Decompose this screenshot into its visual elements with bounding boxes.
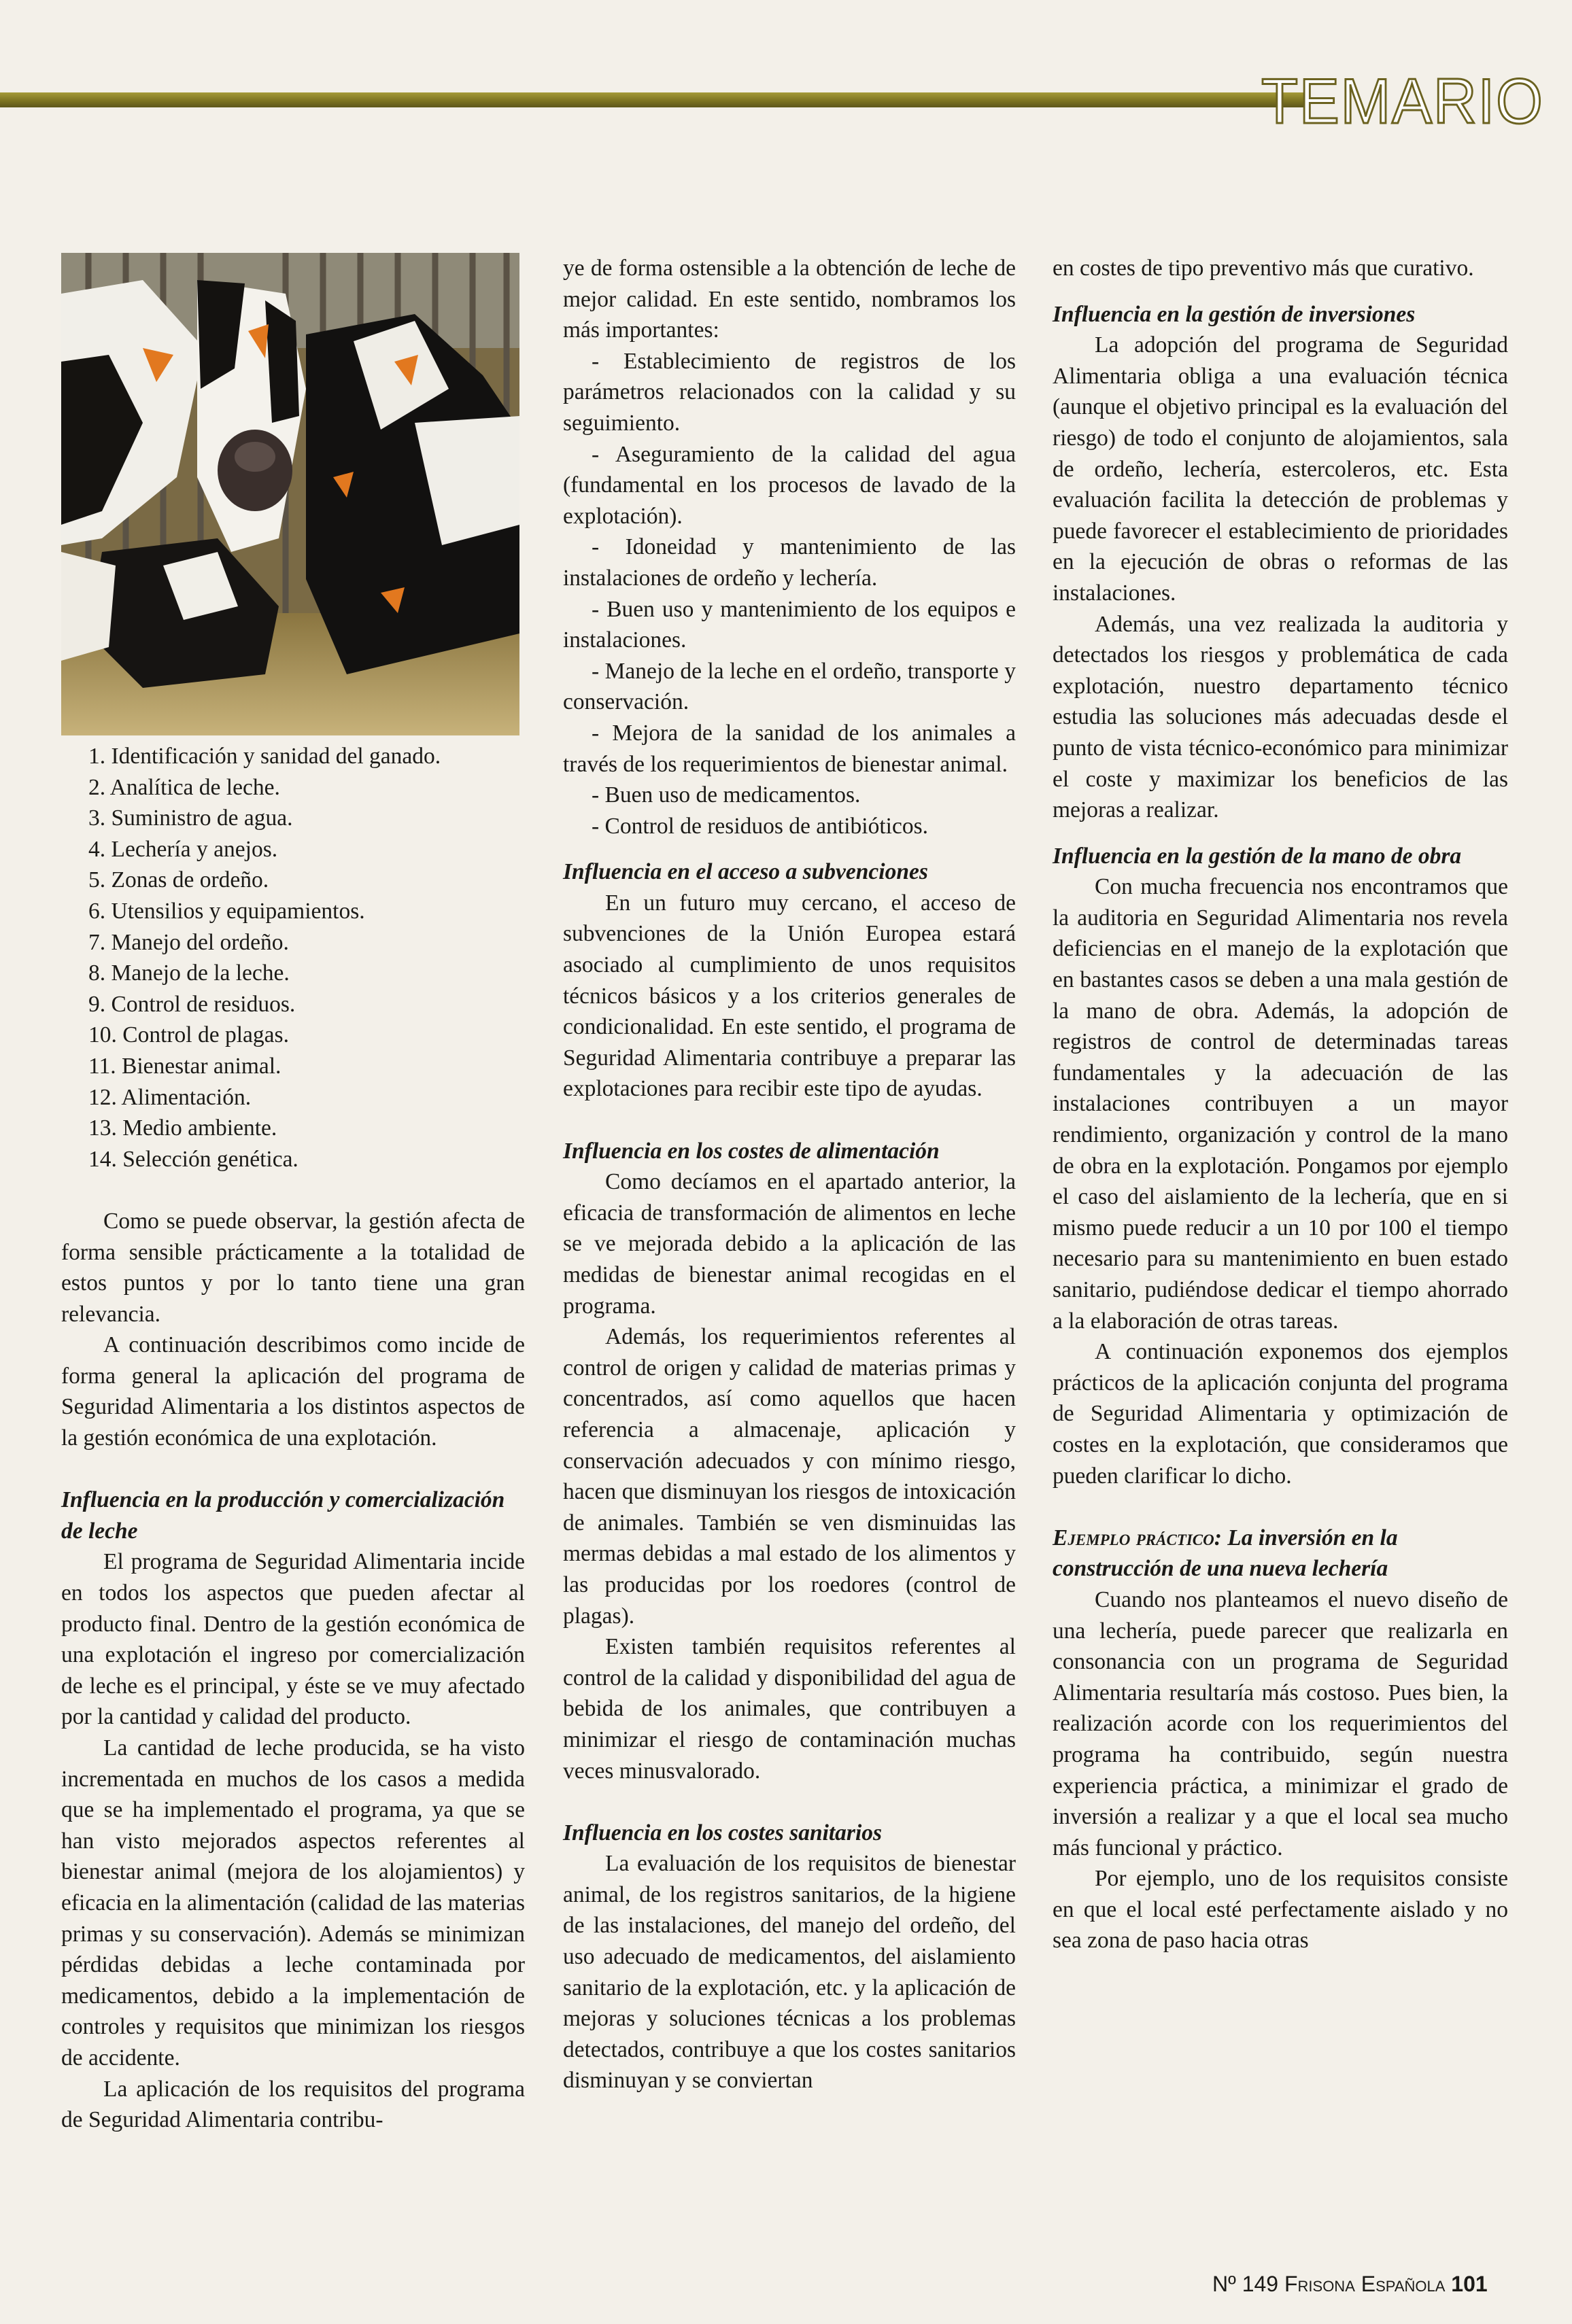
bullet-item: - Buen uso de medicamentos. [592,782,861,808]
bullet-item: - Aseguramiento de la calidad del agua (fundamental en los procesos de lavado de la explotación). [563,441,1016,529]
bullet-item: - Control de residuos de antibióticos. [592,813,928,839]
paragraph: Además, los requerimientos referentes al control de origen y calidad de materias primas y concentrados, así como aquellos que hacen referencia a almacenaje, aplicación y conservación adecuados y con mínimo riesgo, hacen que disminuyan los riesgos de intoxicación de animales. También se ven disminuidas las mermas debidas a mal estado de los alimentos y las producidas por los roedores (control de plagas). [563,1324,1016,1629]
section-heading: Influencia en la producción y comercialización de leche [61,1487,505,1544]
list-item: 5. Zonas de ordeño. [88,867,269,893]
list-item: 7. Manejo del ordeño. [88,929,289,955]
issue-number: Nº 149 [1212,2272,1279,2296]
paragraph: La evaluación de los requisitos de bienestar animal, de los registros sanitarios, de la higiene de las instalaciones, del manejo del ordeño, del uso adecuado de medicamentos, del aislamiento sanitario de la explotación, etc. y la aplicación de mejoras y soluciones técnicas a los problemas detectados, contribuye a que los costes sanitarios disminuyan y se conviertan [563,1851,1016,2094]
paragraph: A continuación exponemos dos ejemplos prácticos de la aplicación conjunta del programa de Seguridad Alimentaria y optimización de costes en la explotación, que consideramos que pueden clarificar lo dicho. [1053,1339,1508,1489]
example-title: La inversión en la construcción de una nueva lechería [1053,1525,1398,1582]
list-item: 1. Identificación y sanidad del ganado. [88,744,441,769]
list-item: 14. Selección genética. [88,1146,298,1172]
paragraph: en costes de tipo preventivo más que curativo. [1053,256,1474,281]
list-item: 10. Control de plagas. [88,1022,289,1048]
column-3 [1053,253,1508,1956]
paragraph: Con mucha frecuencia nos encontramos que la auditoria en Seguridad Alimentaria nos revela deficiencias en el manejo de la explotación que en bastantes casos se deben a una mala gestión de la mano de obra. Además, la adopción de registros de control de determinadas tareas fundamentales y la adecuación de las instalaciones contribuyen a un mayor rendimiento, organización y control de la mano de obra en la explotación. Pongamos por ejemplo el caso del aislamiento de la lechería, que en si mismo puede reducir a un 10 por 100 el tiempo necesario para su mantenimiento en buen estado sanitario, pudiéndose dedicar el tiempo ahorrado a la elaboración de otras tareas. [1053,874,1508,1334]
paragraph: ye de forma ostensible a la obtención de leche de mejor calidad. En este sentido, nombramos los más importantes: [563,256,1016,343]
list-item: 3. Suministro de agua. [88,805,293,831]
example-heading [1053,1523,1508,1584]
paragraph: Existen también requisitos referentes al control de la calidad y disponibilidad del agua de bebida de los animales, que contribuyen a minimizar el riesgo de contaminación muchas veces minusvalorado. [563,1634,1016,1784]
list-item: 6. Utensilios y equipamientos. [88,898,365,924]
section-heading: Influencia en los costes de alimentación [563,1138,940,1164]
cows-photo [61,253,519,735]
paragraph: La cantidad de leche producida, se ha visto incrementada en muchos de los casos a medida que se ha implementado el programa, ya que se han visto mejorados aspectos referentes al bienestar animal (mejora de los alojamientos) y eficacia en la alimentación (calidad de las materias primas y su conservación). Además se minimizan pérdidas debidas a leche contaminada por medicamentos, debido a la implementación de controles y requisitos que minimizan los riesgos de accidente. [61,1735,525,2070]
example-label: Ejemplo práctico: [1053,1525,1222,1550]
page-footer [1212,2270,1488,2297]
paragraph: Cuando nos planteamos el nuevo diseño de una lechería, puede parecer que realizarla en consonancia con un programa de Seguridad Alimentaria resultaría más costoso. Pues bien, la realización acorde con los requerimientos del programa ha contribuido, según nuestra experiencia práctica, a minimizar el grado de inversión a realizar y a que el local sea mucho más funcional y práctico. [1053,1586,1508,1860]
bullet-item: - Mejora de la sanidad de los animales a través de los requerimientos de bienestar animal. [563,720,1016,777]
magazine-name: Frisona Española [1284,2272,1446,2296]
list-item: 9. Control de residuos. [88,991,296,1017]
list-item: 11. Bienestar animal. [88,1053,281,1079]
paragraph: En un futuro muy cercano, el acceso de subvenciones de la Unión Europea estará asociado al cumplimiento de unos requisitos técnicos básicos y a los criterios generales de condicionalidad. En este sentido, el programa de Seguridad Alimentaria contribuye a preparar las explotaciones para recibir este tipo de ayudas. [563,890,1016,1102]
paragraph: Como se puede observar, la gestión afecta de forma sensible prácticamente a la totalidad de estos puntos y por lo tanto tiene una gran relevancia. [61,1208,525,1327]
paragraph: A continuación describimos como incide de forma general la aplicación del programa de Seguridad Alimentaria a los distintos aspectos de la gestión económica de una explotación. [61,1332,525,1451]
bullet-item: - Manejo de la leche en el ordeño, transporte y conservación. [563,658,1016,715]
list-item: 12. Alimentación. [88,1084,252,1110]
list-item: 8. Manejo de la leche. [88,960,290,986]
requirements-list [61,741,525,1175]
bullet-item: - Buen uso y mantenimiento de los equipos e instalaciones. [563,596,1016,653]
paragraph: Como decíamos en el apartado anterior, la eficacia de transformación de alimentos en leche se ve mejorada debido a la aplicación de las medidas de bienestar animal recogidas en el programa. [563,1169,1016,1319]
column-2 [563,253,1016,2096]
section-heading: Influencia en el acceso a subvenciones [563,859,928,885]
paragraph: La aplicación de los requisitos del programa de Seguridad Alimentaria contribu- [61,2076,525,2133]
header-rule [0,92,1305,107]
list-item: 2. Analítica de leche. [88,774,280,800]
section-title: TEMARIO [1261,65,1544,137]
paragraph: Además, una vez realizada la auditoria y detectados los riesgos y problemática de cada explotación, nuestro departamento técnico estudia las soluciones más adecuadas desde el punto de vista técnico-económico para minimizar el coste y maximizar los beneficios de las mejoras a realizar. [1053,611,1508,823]
section-heading: Influencia en la gestión de inversiones [1053,301,1416,327]
list-item: 4. Lechería y anejos. [88,836,278,862]
paragraph: La adopción del programa de Seguridad Alimentaria obliga a una evaluación técnica (aunque el objetivo principal es la evaluación del riesgo) de todo el conjunto de alojamientos, sala de ordeño, lechería, estercoleros, etc. Esta evaluación facilita la detección de problemas y puede favorecer el establecimiento de prioridades en la ejecución de obras o reformas de las instalaciones. [1053,332,1508,606]
section-heading: Influencia en la gestión de la mano de obra [1053,843,1462,869]
section-heading: Influencia en los costes sanitarios [563,1820,883,1845]
paragraph: Por ejemplo, uno de los requisitos consiste en que el local esté perfectamente aislado y no sea zona de paso hacia otras [1053,1866,1508,1954]
column-1 [61,741,525,2136]
page-number: 101 [1451,2272,1488,2296]
bullet-item: - Establecimiento de registros de los parámetros relacionados con la calidad y su seguimiento. [563,348,1016,436]
bullet-item: - Idoneidad y mantenimiento de las instalaciones de ordeño y lechería. [563,534,1016,591]
list-item: 13. Medio ambiente. [88,1115,277,1141]
paragraph: El programa de Seguridad Alimentaria incide en todos los aspectos que pueden afectar al producto final. Dentro de la gestión económica de una explotación el ingreso por comercialización de leche es el principal, y éste se ve muy afectado por la cantidad y calidad del producto. [61,1549,525,1730]
